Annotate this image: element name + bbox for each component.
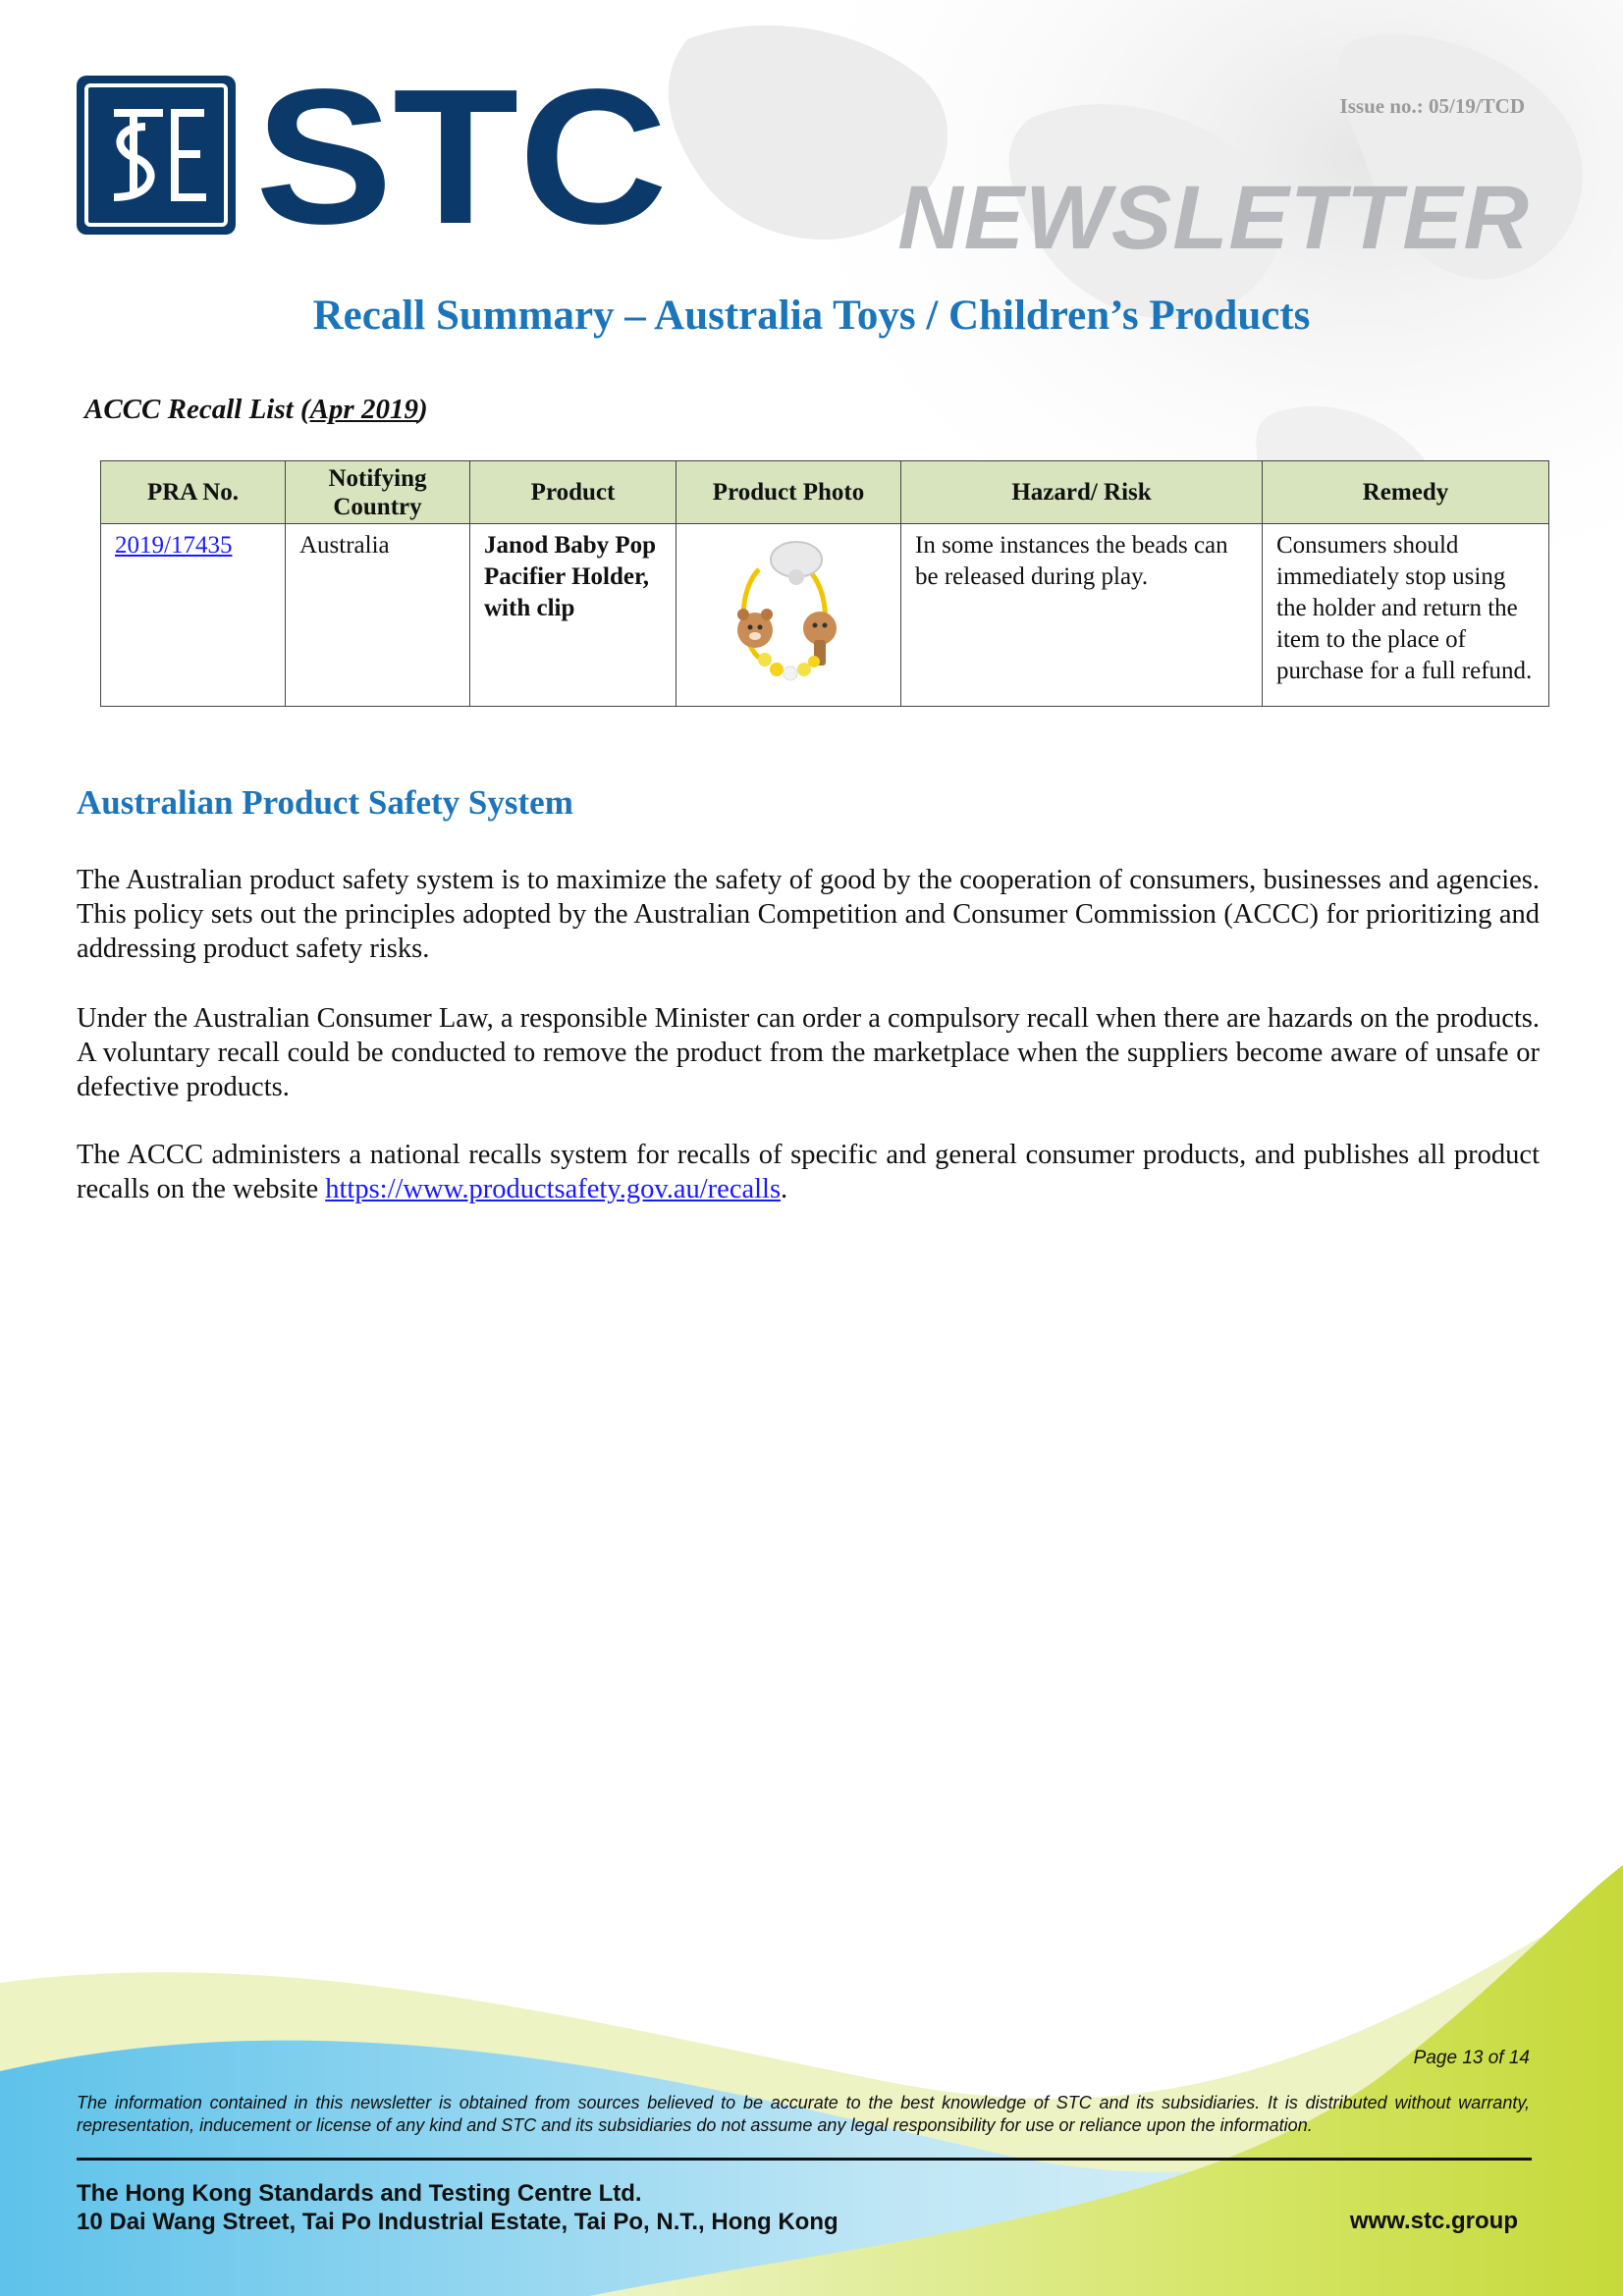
column-header-hazard: Hazard/ Risk — [901, 461, 1263, 524]
company-info — [77, 2179, 839, 2236]
page-title: Recall Summary – Australia Toys / Children’s Products — [312, 293, 1311, 339]
recall-list-title: ACCC Recall List (Apr 2019) — [84, 394, 428, 425]
column-header-remedy: Remedy — [1263, 461, 1549, 524]
product-photo-cell — [676, 524, 901, 707]
pacifier-holder-photo — [720, 530, 857, 697]
section-title: Australian Product Safety System — [77, 783, 573, 822]
column-header-pra: PRA No. — [101, 461, 286, 524]
stc-logo — [77, 74, 676, 240]
column-header-country: Notifying Country — [286, 461, 470, 524]
pra-number-link[interactable]: 2019/17435 — [115, 532, 233, 559]
recalls-website-link[interactable]: https://www.productsafety.gov.au/recalls — [325, 1174, 782, 1204]
table-header-row — [101, 461, 1549, 524]
column-header-product: Product — [470, 461, 676, 524]
issue-number: Issue no.: 05/19/TCD — [1339, 94, 1525, 118]
country-cell: Australia — [286, 524, 470, 707]
remedy-cell: Consumers should immediately stop using the holder and return the item to the place of purchase for a full refund. — [1263, 524, 1549, 707]
recall-table — [100, 460, 1549, 707]
footer-divider — [77, 2158, 1532, 2161]
paragraph-2: Under the Australian Consumer Law, a responsible Minister can order a compulsory recall when there are hazards on the products. A voluntary recall could be conducted to remove the product from the marketplace when the suppliers become aware of unsafe or defective products. — [77, 1003, 1540, 1102]
website-link[interactable]: www.stc.group — [1349, 2208, 1518, 2234]
recall-list-month: Apr 2019 — [309, 394, 418, 425]
hazard-cell: In some instances the beads can be released during play. — [901, 524, 1263, 707]
disclaimer: The information contained in this newsletter is obtained from sources believed to be accurate to the best knowledge of STC and its subsidiaries. It is distributed without warranty, representation, inducement or license of any kind and STC and its subsidiaries do not assume any legal responsibility for use or reliance upon the information. — [77, 2093, 1530, 2135]
column-header-photo: Product Photo — [676, 461, 901, 524]
stc-logo-text: STC — [255, 74, 668, 240]
product-cell: Janod Baby Pop Pacifier Holder, with clip — [470, 524, 676, 707]
paragraph-1: The Australian product safety system is to maximize the safety of good by the cooperation of consumers, businesses and agencies. This policy sets out the principles adopted by the Australian Competition and Consumer Commission (ACCC) for prioritizing and addressing product safety risks. — [77, 865, 1540, 964]
pra-number-cell — [101, 524, 286, 707]
table-row — [101, 524, 1549, 707]
company-address: 10 Dai Wang Street, Tai Po Industrial Estate, Tai Po, N.T., Hong Kong — [77, 2209, 839, 2235]
page-number: Page 13 of 14 — [1413, 2048, 1530, 2068]
company-name: The Hong Kong Standards and Testing Centre Ltd. — [77, 2180, 642, 2207]
paragraph-3: The ACCC administers a national recalls system for recalls of specific and general consumer products, and publishes all product recalls on the website https://www.productsafety.gov.au/recalls. — [77, 1140, 1540, 1204]
newsletter-heading: NEWSLETTER — [897, 168, 1530, 268]
